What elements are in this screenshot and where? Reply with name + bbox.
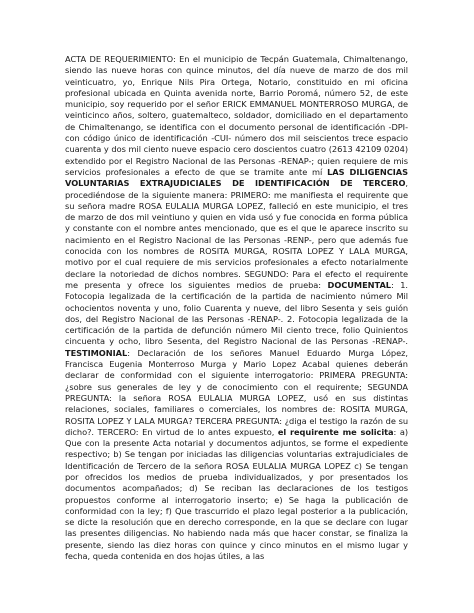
text-segment: : Declaración de los señores Manuel Eduardo Murga López, Francisca Eugenia Monterroso Murga y Mario Lopez Acabal quienes deberán declarar de conformidad con el siguiente interrogatorio: PRIMERA PREGUNTA: ¿sobre sus generales de ley y de conocimiento con el requirente; SEGUNDA PREGUNTA: la señora ROSA EULALIA MURGA LOPEZ, usó en sus distintas relaciones, sociales, familiares o comerciales, los nombres de: ROSITA MURGA, ROSITA LOPEZ Y LALA MURGA? TERCERA PREGUNTA: ¿diga el testigo la razón de su dicho?. TERCERO: En virtud de lo antes expuesto, (65, 347, 408, 437)
bold-heading: TESTIMONIAL (65, 347, 128, 358)
text-segment: , procediéndose de la siguiente manera: PRIMERO: me manifiesta el requirente que su señora madre ROSA EULALIA MURGA LOPEZ, falleció en este municipio, el tres de marzo de dos mil veintiuno y quien en vida usó y fue conocida en forma pública y constante con el nombre antes mencionado, que es el que le aparece inscrito su nacimiento en el Registro Nacional de las Personas -RENP-, pero que además fue conocida con los nombres de ROSITA MURGA, ROSITA LOPEZ Y LALA MURGA, motivo por el cual requiere de mis servicios profesionales a efecto notarialmente declare la notoriedad de dichos nombres. SEGUNDO: Para el efecto el requirente me presenta y ofrece los siguientes medios de prueba: (65, 178, 408, 290)
text-segment: : 1. Fotocopia legalizada de la certificación de la partida de nacimiento número Mil ochocientos noventa y uno, folio Cuarenta y nueve, del libro Sesenta y seis guión dos, del Registro Nacional de las Personas -RENAP-. 2. Fotocopia legalizada de la certificación de la partida de defunción número Mil ciento trece, folio Quinientos cincuenta y ocho, libro Sesenta, del Registro Nacional de las Personas -RENAP-. (65, 279, 408, 347)
bold-heading: LAS DILIGENCIAS VOLUNTARIAS EXTRAJUDICIALES DE IDENTIFICACIÓN DE TERCERO (65, 166, 408, 189)
text-segment: ACTA DE REQUERIMIENTO (65, 54, 173, 64)
bold-heading: DOCUMENTAL (327, 279, 392, 290)
document-page (65, 54, 408, 562)
bold-heading: el requirente me solicita (277, 426, 394, 437)
text-segment: : En el municipio de Tecpán Guatemala, Chimaltenango, siendo las nueve horas con quince minutos, del día nueve de marzo de dos mil veinticuatro, yo, Enrique Nils Pira Ortega, Notario, constituido en mi oficina profesional ubicada en Quinta avenida norte, Barrio Poromá, número 52, de este municipio, soy requerido por el señor ERICK EMMANUEL MONTERROSO MURGA, de veinticinco años, soltero, guatemalteco, soldador, domiciliado en el departamento de Chimaltenango, se identifica con el documento personal de identificación -DPI- con código único de identificación -CUI- número dos mil seiscientos trece espacio cuarenta y dos mil ciento nueve espacio cero doscientos cuatro (2613 42109 0204) extendido por el Registro Nacional de las Personas -RENAP-; quien requiere de mis servicios profesionales a efecto de que se tramite ante mí (65, 54, 408, 177)
text-segment: : a) Que con la presente Acta notarial y documentos adjuntos, se forme el expediente respectivo; b) Se tengan por iniciadas las diligencias voluntarias extrajudiciales de Identificación de Tercero de la señora ROSA EULALIA MURGA LOPEZ c) Se tengan por ofrecidos los medios de prueba individualizados, y por presentados los documentos acompañados; d) Se reciban las declaraciones de los testigos propuestos conforme al interrogatorio inserto; e) Se haga la publicación de conformidad con la ley; f) Que trascurrido el plazo legal posterior a la publicación, se dicte la resolución que en derecho corresponde, en la que se declare con lugar las presentes diligencias. No habiendo nada más que hacer constar, se finaliza la presente, siendo las diez horas con quince y cinco minutos en el mismo lugar y fecha, queda contenida en dos hojas útiles, a las (65, 426, 408, 562)
document-paragraph (65, 54, 408, 562)
